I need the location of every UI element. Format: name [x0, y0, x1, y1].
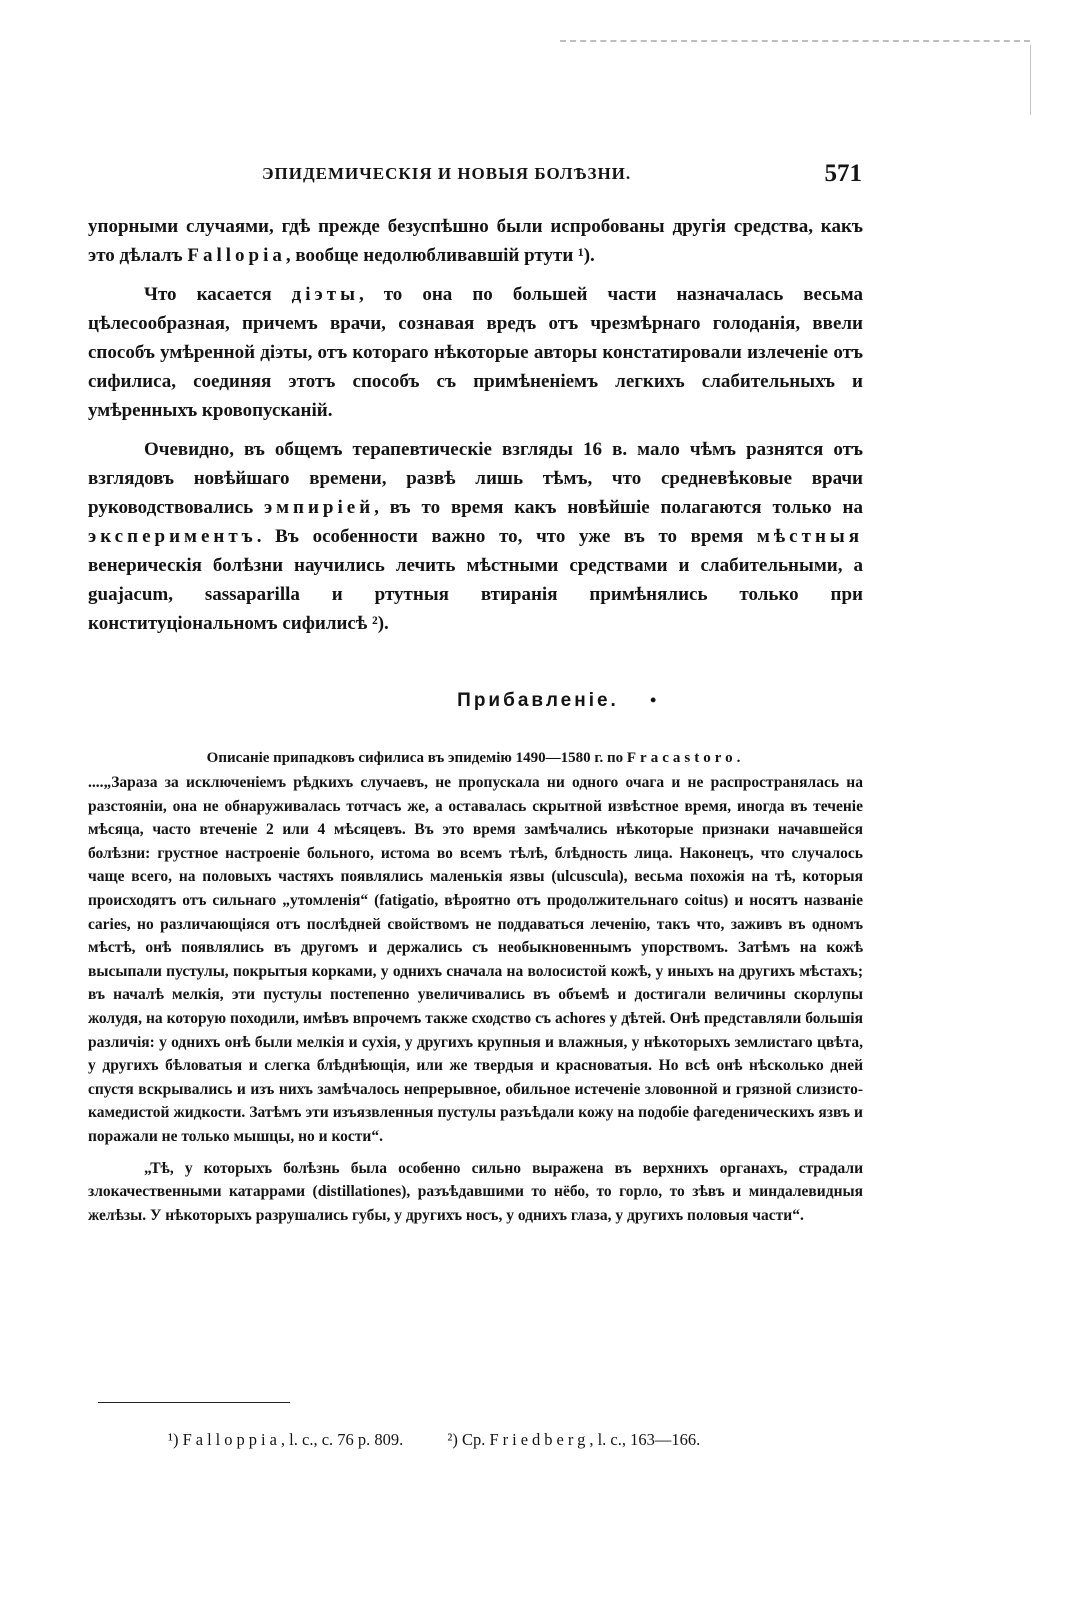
footnote-2-ref: , l. c., 163—166. [589, 1430, 701, 1449]
footnotes [168, 1430, 868, 1450]
footnote-2-author: Friedberg [489, 1430, 590, 1449]
footnote-divider [98, 1402, 290, 1403]
page-header [262, 160, 862, 190]
paragraph-1-lead: упорными случаями, гдѣ прежде безуспѣшно были испробованы другія средства, какъ это дѣлалъ [88, 216, 863, 266]
term-empiria: эмпиріей [264, 497, 375, 518]
quote-title-text: Описаніе припадковъ сифилиса въ эпидемію 1490—1580 г. по [206, 750, 627, 766]
addendum-quote [88, 750, 863, 1227]
footnote-2-marker: ²) Cp. [447, 1430, 490, 1449]
paragraph-2 [88, 280, 863, 425]
quote-title-author: Fracastoro. [626, 750, 745, 766]
paragraph-1 [88, 212, 863, 270]
paragraph-3-part2: , въ то время какъ новѣйшіе полагаются только на [374, 497, 863, 518]
term-dieta: діэты [291, 284, 359, 305]
footnote-1-ref: , l. c., c. 76 p. 809. [280, 1430, 404, 1449]
printer-dot-mark: • [650, 690, 657, 710]
footnote-1-author: Falloppia [182, 1430, 281, 1449]
paragraph-3-part4: венерическія болѣзни научились лечить мѣстными средствами и слабительными, а guajacum, sassaparilla и ртутныя втиранія примѣнялись только при конституціональномъ сифилисѣ ²). [88, 555, 863, 634]
paragraph-2-tail: , то она по большей части назначалась весьма цѣлесообразная, причемъ врачи, сознавая вредъ отъ чрезмѣрнаго голоданія, ввели способъ умѣренной діэты, отъ котораго нѣкоторые авторы констатировали излеченіе отъ сифилиса, соединяя этотъ способъ съ примѣненіемъ легкихъ слабительныхъ и умѣренныхъ кровопусканій. [88, 284, 864, 421]
quote-paragraph-1: ....„Зараза за исключеніемъ рѣдкихъ случаевъ, не пропускала ни одного очага и не распространялась на разстояніи, она не обнаруживалась тотчасъ же, а оставалась скрытной извѣстное время, иногда въ теченіе мѣсяца, часто втеченіе 2 или 4 мѣсяцевъ. Въ это время замѣчались нѣкоторые признаки начавшейся болѣзни: грустное настроеніе больного, истома во всемъ тѣлѣ, блѣдность лица. Наконецъ, что случалось чаще всего, на половыхъ частяхъ появлялись маленькія язвы (ulcuscula), весьма похожія на тѣ, которыя происходятъ отъ сильнаго „утомленія“ (fatigatio, вѣроятно отъ продолжительнаго coitus) и носятъ названіе caries, но различающіяся отъ послѣдней свойствомъ не поддаваться леченію, такъ что, заживъ въ одномъ мѣстѣ, онѣ появлялись въ другомъ и держались съ необыкновеннымъ упорствомъ. Затѣмъ на кожѣ высыпали пустулы, покрытыя корками, у однихъ сначала на волосистой кожѣ, у иныхъ на другихъ мѣстахъ; въ началѣ мелкія, эти пустулы постепенно увеличивались въ объемѣ и достигали величины скорлупы жолудя, на которую походили, имѣвъ впрочемъ также сходство съ achores у дѣтей. Онѣ представляли большія различія: у однихъ онѣ были мелкія и сухія, у другихъ крупныя и влажныя, у нѣкоторыхъ землистаго цвѣта, у другихъ бѣловатыя и слегка блѣднѣющія, или же твердыя и красноватыя. Но всѣ онѣ нѣсколько дней спустя вскрывались и изъ нихъ замѣчалось непрерывное, обильное истеченіе зловонной и грязной слизисто-камедистой жидкости. Затѣмъ эти изъязвленныя пустулы разъѣдали кожу на подобіе фагеденическихъ язвъ и поражали не только мышцы, но и кости“. [88, 774, 863, 1145]
paragraph-3 [88, 435, 863, 638]
author-name-fallopia: Fallopia [187, 245, 286, 266]
footnote-2 [447, 1430, 700, 1450]
main-text [88, 212, 863, 638]
paragraph-2-lead: Что касается [144, 284, 292, 305]
scan-artifact-side [1030, 45, 1031, 115]
term-mestnye: мѣстныя [756, 526, 863, 547]
term-eksperiment: экспериментъ [88, 526, 257, 547]
page-number: 571 [824, 160, 862, 187]
footnote-1 [168, 1430, 403, 1450]
paragraph-3-part1: Очевидно, въ общемъ терапевтическіе взгляды 16 в. мало чѣмъ разнятся отъ взглядовъ новѣйшаго времени, развѣ лишь тѣмъ, что средневѣковые врачи руководствовались [88, 439, 863, 518]
quote-paragraph-2: „Тѣ, у которыхъ болѣзнь была особенно сильно выражена въ верхнихъ органахъ, страдали злокачественными катаррами (distillationes), разъѣдавшими то нёбо, то горло, то зѣвъ и миндалевидныя желѣзы. У нѣкоторыхъ разрушались губы, у другихъ носъ, у однихъ глаза, у другихъ половыя части“. [88, 1159, 863, 1224]
running-title: ЭПИДЕМИЧЕСКІЯ И НОВЫЯ БОЛѢЗНИ. [262, 164, 632, 183]
paragraph-3-part3: . Въ особенности важно то, что уже въ то время [256, 526, 757, 547]
scan-artifact-top [560, 40, 1030, 46]
footnote-1-marker: ¹) [168, 1430, 183, 1449]
quote-title [88, 750, 863, 767]
paragraph-1-tail: , вообще недолюбливавшій ртути ¹). [285, 245, 595, 266]
addendum-heading: Прибавленіе. [457, 690, 619, 711]
